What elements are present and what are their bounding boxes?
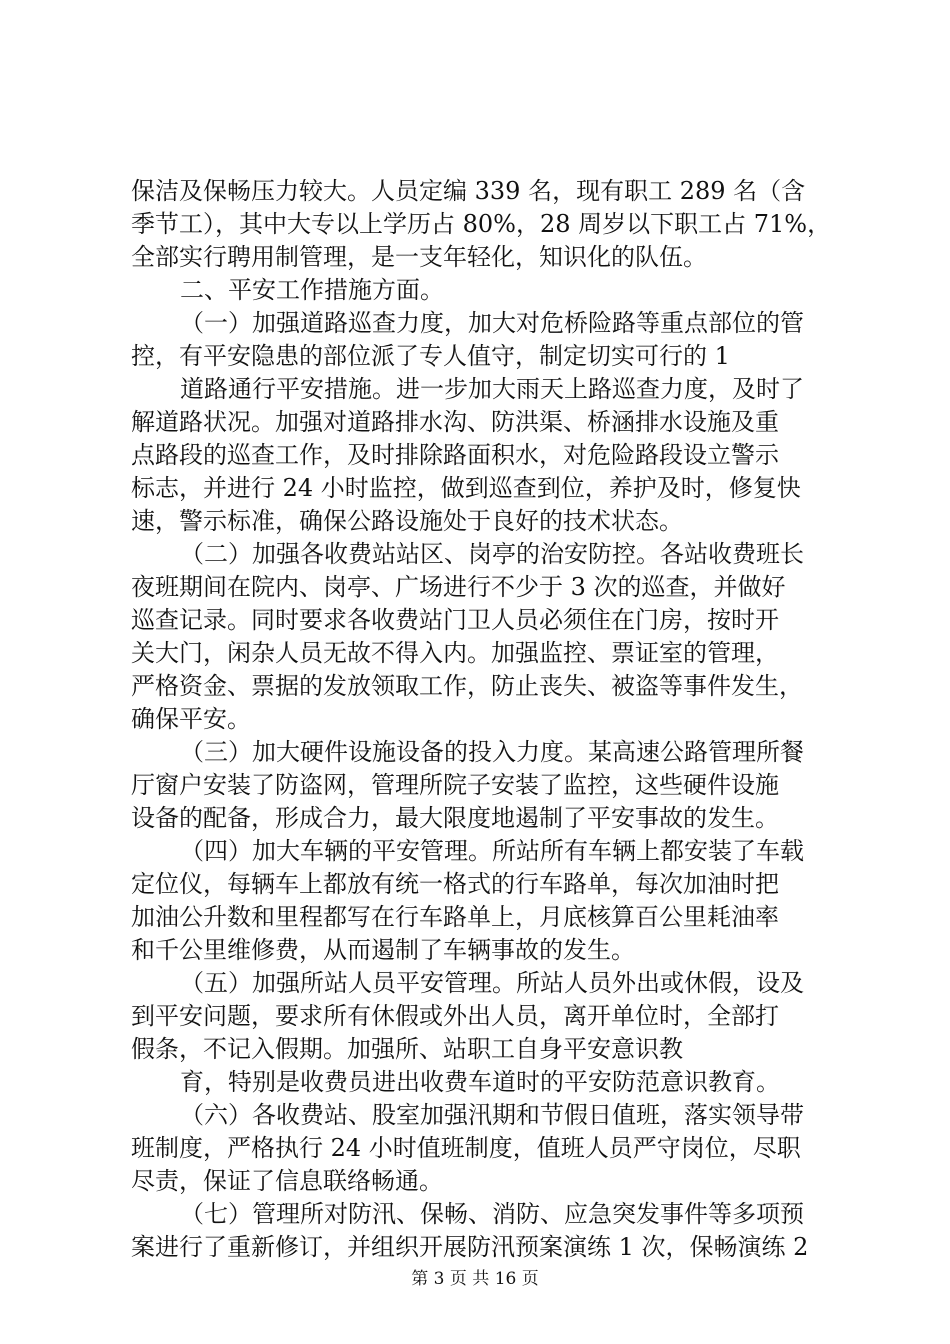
text-line: 速，警示标准，确保公路设施处于良好的技术状态。 <box>131 507 683 535</box>
text-line: （四）加大车辆的平安管理。所站所有车辆上都安装了车载 <box>180 837 804 865</box>
text-line: （六）各收费站、股室加强汛期和节假日值班，落实领导带 <box>180 1101 804 1129</box>
text-line: 保洁及保畅压力较大。人员定编 339 名，现有职工 289 名（含 <box>131 177 806 205</box>
text-line: 和千公里维修费，从而遏制了车辆事故的发生。 <box>131 936 635 964</box>
text-line: 设备的配备，形成合力，最大限度地遏制了平安事故的发生。 <box>131 804 779 832</box>
text-line: 季节工），其中大专以上学历占 80%，28 周岁以下职工占 71%， <box>131 210 832 238</box>
text-line: 育，特别是收费员进出收费车道时的平安防范意识教育。 <box>180 1068 780 1096</box>
text-line: 假条，不记入假期。加强所、站职工自身平安意识教 <box>131 1035 683 1063</box>
text-line: 道路通行平安措施。进一步加大雨天上路巡查力度，及时了 <box>180 375 804 403</box>
text-line: 巡查记录。同时要求各收费站门卫人员必须住在门房，按时开 <box>131 606 779 634</box>
text-line: 全部实行聘用制管理，是一支年轻化，知识化的队伍。 <box>131 243 707 271</box>
text-line: （三）加大硬件设施设备的投入力度。某高速公路管理所餐 <box>180 738 804 766</box>
text-line: 控，有平安隐患的部位派了专人值守，制定切实可行的 1 <box>131 342 730 370</box>
section-heading: 二、平安工作措施方面。 <box>180 276 444 304</box>
text-line: 加油公升数和里程都写在行车路单上，月底核算百公里耗油率 <box>131 903 779 931</box>
text-line: 尽责，保证了信息联络畅通。 <box>131 1167 443 1195</box>
text-line: （一）加强道路巡查力度，加大对危桥险路等重点部位的管 <box>180 309 804 337</box>
text-line: （二）加强各收费站站区、岗亭的治安防控。各站收费班长 <box>180 540 804 568</box>
text-line: 确保平安。 <box>131 705 251 733</box>
text-line: 夜班期间在院内、岗亭、广场进行不少于 3 次的巡查，并做好 <box>131 573 786 601</box>
text-line: 班制度，严格执行 24 小时值班制度，值班人员严守岗位，尽职 <box>131 1134 801 1162</box>
text-line: 严格资金、票据的发放领取工作，防止丧失、被盗等事件发生， <box>131 672 803 700</box>
text-line: （七）管理所对防汛、保畅、消防、应急突发事件等多项预 <box>180 1200 804 1228</box>
text-line: 解道路状况。加强对道路排水沟、防洪渠、桥涵排水设施及重 <box>131 408 779 436</box>
text-line: 案进行了重新修订，并组织开展防汛预案演练 1 次，保畅演练 2 <box>131 1233 809 1261</box>
text-line: 点路段的巡查工作，及时排除路面积水，对危险路段设立警示 <box>131 441 779 469</box>
text-line: 到平安问题，要求所有休假或外出人员，离开单位时，全部打 <box>131 1002 779 1030</box>
page-footer: 第 3 页 共 16 页 <box>411 1269 539 1289</box>
text-line: 标志，并进行 24 小时监控，做到巡查到位，养护及时，修复快 <box>131 474 801 502</box>
text-line: 厅窗户安装了防盗网，管理所院子安装了监控，这些硬件设施 <box>131 771 779 799</box>
text-line: （五）加强所站人员平安管理。所站人员外出或休假，设及 <box>180 969 804 997</box>
text-line: 关大门，闲杂人员无故不得入内。加强监控、票证室的管理， <box>131 639 779 667</box>
text-line: 定位仪，每辆车上都放有统一格式的行车路单，每次加油时把 <box>131 870 779 898</box>
